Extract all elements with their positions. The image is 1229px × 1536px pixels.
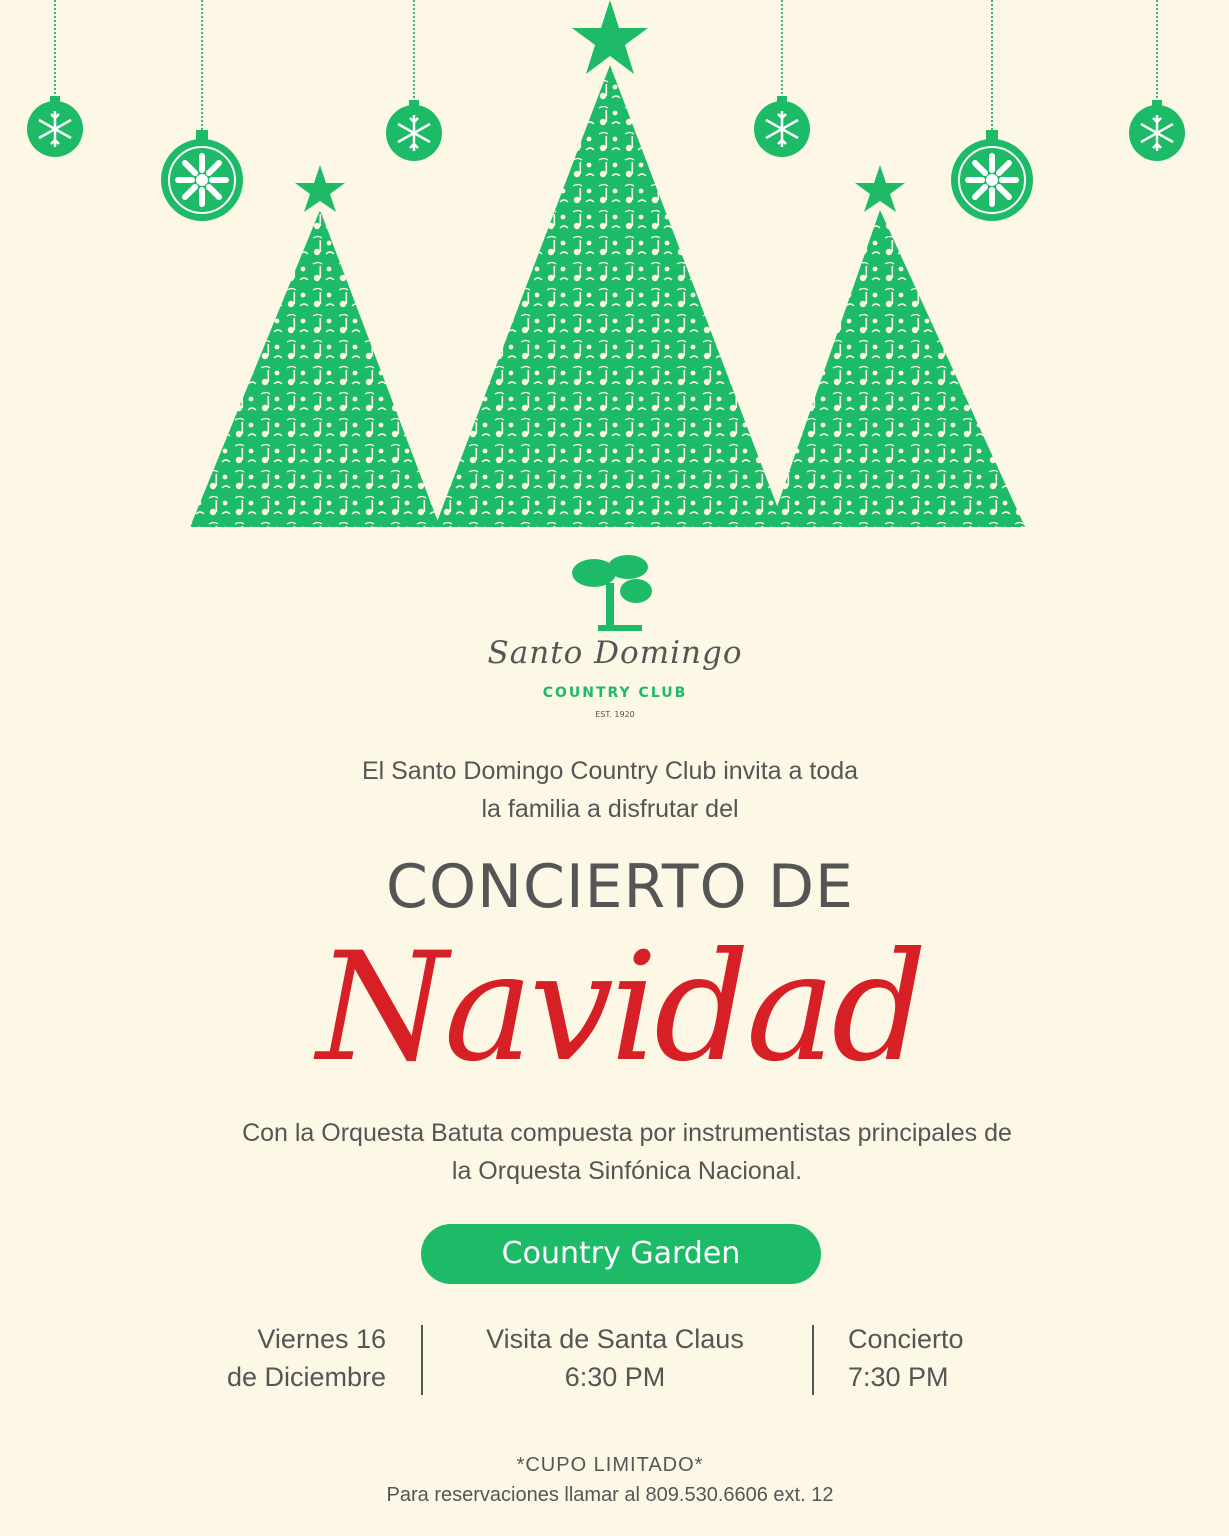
title-script: Navidad (316, 921, 924, 1095)
ornament-string (1156, 0, 1158, 102)
concert-line-2: 7:30 PM (848, 1362, 949, 1392)
snowflake-ornament-icon (26, 96, 84, 158)
center-tree-star-icon (572, 0, 648, 74)
santa-line-1: Visita de Santa Claus (486, 1324, 744, 1354)
reservation-info: Para reservaciones llamar al 809.530.6606 ext. 12 (386, 1484, 834, 1506)
description-line-1: Con la Orquesta Batuta compuesta por instrumentistas principales de (242, 1119, 1012, 1147)
date-line-1: Viernes 16 (257, 1324, 386, 1354)
logo-script-name: Santo Domingo (487, 635, 743, 671)
ornament-string (54, 0, 56, 98)
description-line-2: la Orquesta Sinfónica Nacional. (451, 1157, 803, 1185)
center-tree (435, 65, 785, 527)
right-tree-star-icon (855, 165, 905, 212)
concert-info (848, 1320, 1098, 1396)
left-tree (190, 210, 440, 527)
santa-info (440, 1320, 790, 1396)
divider (812, 1325, 814, 1395)
santa-line-2: 6:30 PM (564, 1362, 666, 1392)
divider (421, 1325, 423, 1395)
title-main: CONCIERTO DE (386, 852, 854, 922)
logo-established: EST. 1920 (595, 710, 635, 719)
right-tree (770, 210, 1025, 527)
tree-logo-icon (570, 555, 660, 633)
intro-line-1: El Santo Domingo Country Club invita a toda (361, 757, 859, 785)
date-line-2: de Diciembre (226, 1362, 386, 1392)
club-logo (470, 555, 760, 725)
date-info (160, 1320, 386, 1396)
music-note-trees-illustration (180, 0, 1030, 535)
concert-line-1: Concierto (848, 1324, 964, 1354)
limited-notice: *CUPO LIMITADO* (516, 1454, 704, 1476)
logo-subtitle: COUNTRY CLUB (542, 685, 688, 701)
snowflake-ornament-icon (1128, 100, 1186, 162)
left-tree-star-icon (295, 165, 345, 212)
venue-badge: Country Garden (421, 1224, 821, 1284)
intro-line-2: la familia a disfrutar del (481, 795, 739, 823)
